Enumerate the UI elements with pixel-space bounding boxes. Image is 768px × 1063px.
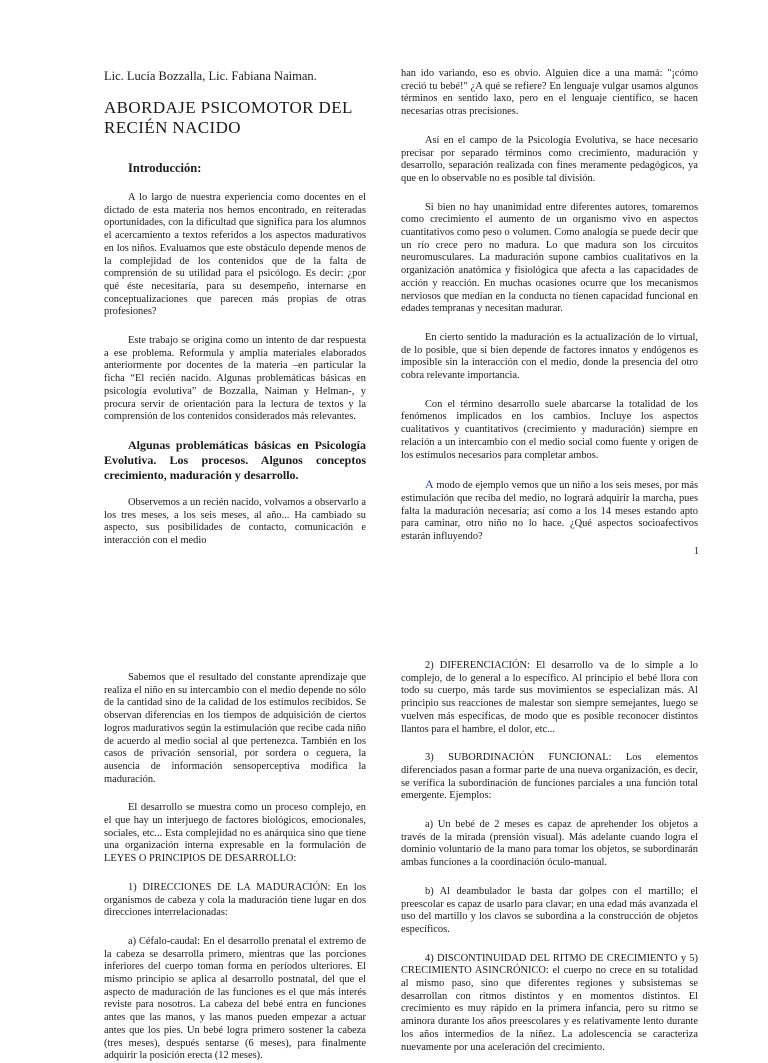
page-gap: [0, 600, 768, 640]
document-page-2: [0, 640, 768, 1062]
right-paragraph-5: Con el término desarrollo suele abarcarse la totalidad de los fenómenos implicados en los cambios. Incluye los aspectos cualitativos y cuantitativos (crecimiento y maduración) siempre en relación a un intercambio con el medio social como fuente y origen de los estímulos necesarios para completar ambos.: [401, 398, 698, 461]
page2-right-paragraph-1: 2) DIFERENCIACIÓN: El desarrollo va de lo simple a lo complejo, de lo general a lo específico. Al principio el bebé llora con todo su cuerpo, más tarde sus movimientos se especializan más. Al principio sus reacciones de malestar son siempre semejantes, luego se vuelven más específicas, de modo que es posible reconocer distintos llantos para el hambre, el dolor, etc...: [401, 660, 698, 735]
intro-paragraph-2: Este trabajo se origina como un intento de dar respuesta a ese problema. Reformula y amplía materiales elaborados anteriormente por docentes de la materia –en particular la ficha “El recién nacido. Algunas problemáticas básicas en psicología evolutiva” de Bozzalla, Naiman y Helman-, y procura servir de orientación para la lectura de textos y la comprensión de los contenidos considerados más relevantes.: [104, 335, 366, 423]
page2-right-paragraph-4: b) Al deambulador le basta dar golpes con el martillo; el preescolar es capaz de usarlo para clavar; en una edad más avanzada el uso del martillo y los clavos se subordina a la construcción de objetos específicos.: [401, 885, 698, 935]
page1-right-column: [401, 68, 698, 544]
right-paragraph-4: En cierto sentido la maduración es la actualización de lo virtual, de lo posible, que si bien depende de factores innatos y endógenos es imposible sin la interacción con el medio, donde la presencia del otro cobra relevante importancia.: [401, 331, 698, 382]
page2-right-paragraph-2: 3) SUBORDINACIÓN FUNCIONAL: Los elementos diferenciados pasan a formar parte de una nueva organización, es decir, se verifica la subordinación de funciones parciales a una función total emergente. Ejemplos:: [401, 752, 698, 802]
intro-paragraph-1: A lo largo de nuestra experiencia como docentes en el dictado de esta materia nos hemos encontrado, en reiteradas oportunidades, con la dificultad que significa para los alumnos el acercamiento a textos referidos a los aspectos madurativos en los niños. Evaluamos que este obstáculo depende menos de la complejidad de los contenidos que de la falta de comprensión de su utilidad para el psicólogo. Es decir: ¿por qué éste necesitaría, para su desempeño, internarse en conceptualizaciones que parecen más propias de otras profesiones?: [104, 192, 366, 318]
page2-left-paragraph-1: Sabemos que el resultado del constante aprendizaje que realiza el niño en su intercambio con el medio depende no sólo de la cantidad sino de la calidad de los estímulos recibidos. Se observan diferencias en los tiempos de adquisición de ciertos logros madurativos según la estimulación que recibe cada niño de acuerdo al medio social al que pertenezca. También en los casos de privación sensorial, por sordera o ceguera, la ausencia de información sensoperceptiva modifica la maduración.: [104, 672, 366, 785]
page1-left-column: [104, 68, 366, 548]
page-number: 1: [694, 546, 699, 557]
document-title: ABORDAJE PSICOMOTOR DEL RECIÉN NACIDO: [104, 98, 353, 137]
drop-letter: A: [425, 477, 434, 492]
intro-heading: Introducción:: [128, 161, 202, 175]
right-paragraph-6: [401, 478, 698, 544]
page2-right-paragraph-3: a) Un bebé de 2 meses es capaz de aprehender los objetos a través de la mirada (prensión visual). Más adelante cuando logra el dominio voluntario de la mano para tomar los objetos, se subordinarán ambas funciones a la coordinación óculo-manual.: [401, 819, 698, 869]
right-paragraph-1: han ido variando, eso es obvio. Alguien dice a una mamá: "¡cómo creció tu bebé!" ¿A qué se refiere? En lenguaje vulgar usamos algunos términos en sentido laxo, pero en el lenguaje científico, se hacen necesarias otras precisiones.: [401, 68, 698, 118]
page2-right-paragraph-5: 4) DISCONTINUIDAD DEL RITMO DE CRECIMIENTO y 5) CRECIMIENTO ASINCRÓNICO: el cuerpo no crece en su totalidad al mismo paso, sino que diferentes regiones y subsistemas se desarrollan con ritmos distintos y en momentos distintos. El crecimiento es muy rápido en la primera infancia, pero su ritmo se aminora durante los años preescolares y es relativamente lento durante los años intermedios de la niñez. La adolescencia se caracteriza nuevamente por una aceleración del crecimiento.: [401, 952, 698, 1053]
page2-left-paragraph-4: a) Céfalo-caudal: En el desarrollo prenatal el extremo de la cabeza se desarrolla primero, mientras que las porciones inferiores del cuerpo toman forma en períodos ulteriores. El mismo principio se aplica al desarrollo postnatal, del que el aspecto de maduración de las funciones es el que más interés reviste para nosotros. La cabeza del bebé entra en funciones antes que las manos, y las manos pueden empezar a actuar antes que los pies. Un bebé logra primero sostener la cabeza (tres meses), después sentarse (6 meses), para finalmente adquirir la posición erecta (12 meses).: [104, 935, 366, 1062]
page2-left-column: [104, 672, 366, 1063]
authors: Lic. Lucía Bozzalla, Lic. Fabiana Naiman.: [104, 69, 317, 83]
right-paragraph-2: Así en el campo de la Psicología Evolutiva, se hace necesario precisar por separado términos como crecimiento, maduración y desarrollo, separación realizada con fines meramente pedagógicos, ya que en lo observable no es posible tal división.: [401, 134, 698, 184]
right-paragraph-6-text: modo de ejemplo vemos que un niño a los seis meses, por más estimulación que reciba del medio, no logrará adquirir la marcha, pues falta la maduración necesaria; así como a los 14 meses estando apto para caminar, otro niño no lo hace. ¿Qué aspectos socioafectivos estarán influyendo?: [401, 480, 698, 543]
page2-left-paragraph-3: 1) DIRECCIONES DE LA MADURACIÓN: En los organismos de cabeza y cola la maduración tiene lugar en dos direcciones interrelacionadas:: [104, 881, 366, 919]
right-paragraph-3: Si bien no hay unanimidad entre diferentes autores, tomaremos como crecimiento el aumento de un organismo vivo en aspectos cuantitativos como peso o volumen. Como analogía se puede decir que un río crece pero no madura. Lo que madura son los circuitos neuromusculares. La maduración supone cambios cualitativos en la organización anatómica y fisiológica que afecta a las capacidades de acción y reacción. En muchas ocasiones ocurre que los mecanismos nerviosos que median en la conducta no tienen capacidad funcional en edades tempranas y necesitan madurar.: [401, 201, 698, 315]
page2-right-column: [401, 660, 698, 1054]
body-paragraph-3: Observemos a un recién nacido, volvamos a observarlo a los tres meses, a los seis meses, al año... Ha cambiado su aspecto, sus posibilidades de contacto, comunicación e interacción con el medio: [104, 496, 366, 547]
page2-left-paragraph-2: El desarrollo se muestra como un proceso complejo, en el que hay un interjuego de factores biológicos, emocionales, sociales, etc... Esta complejidad no es anárquica sino que tiene una organización interna expresable en la formulación de LEYES O PRINCIPIOS DE DESARROLLO:: [104, 802, 366, 865]
section-heading: Algunas problemáticas básicas en Psicología Evolutiva. Los procesos. Algunos conceptos crecimiento, maduración y desarrollo.: [104, 437, 366, 482]
